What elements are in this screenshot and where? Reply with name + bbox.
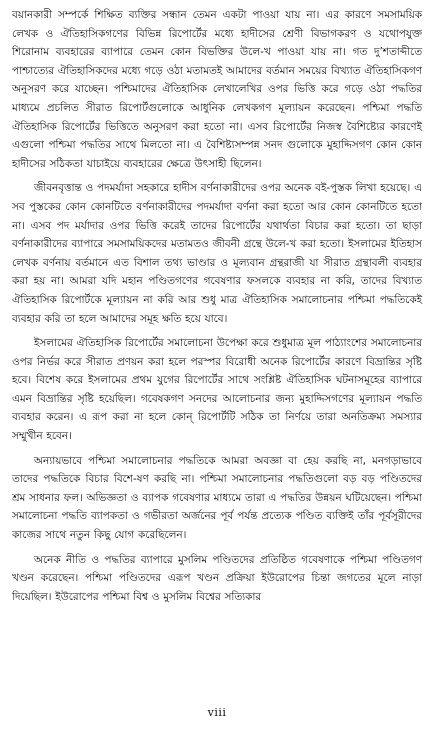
- paragraph-5: অনেক নীতি ও পদ্ধতির ব্যাপারে মুসলিম পণ্ডিতদের প্রতিষ্ঠিত গবেষণাকে পশ্চিমা পণ্ডিতগণ খণ্ডন করেছেন। পশ্চিমা পণ্ডিতদের এরূপ খণ্ডন প্রক্রিয়া ইউরোপের চিন্তা জগতের মূলে নাড়া দিয়েছিল। ইউরোপের পশ্চিমা বিশ্ব ও মুসলিম বিশ্বের সত্যিকার: [12, 553, 422, 603]
- paragraph-1: বয়ানকারী সম্পর্কে শিক্ষিত ব্যক্তির সন্ধান তেমন একটা পাওয়া যায় না। এর কারণে সমসাময়িক লেখক ও ঐতিহাসিকগণের বিভিন্ন রিপোর্টের মধ্যে হাদীসের শ্রেণী বিভাগকরণ ও যথোপযুক্ত শিরোনাম ব্যবহারের ব্যাপারে তেমন কোন বিভক্তির উলে-খ পাওয়া যায় না। গত দু’শতাব্দীতে পাশ্চাত্যের ঐতিহাসিকদের মধ্যে গড়ে ওঠা মতামতই আমাদের বর্তমান সময়ের বিখ্যাত ঐতিহাসিকগণ অনুসরণ করে যাচ্ছেন। পশ্চিমাদের ঐতিহাসিক লেখালেখির ওপর ভিত্তি করে গড়ে ওঠা পদ্ধতির মাধ্যমে প্রচলিত সীরাত রিপোর্টগুলোকে আধুনিক লেখকগণ মূল্যায়ন করেছেন। পশ্চিমা পদ্ধতি ঐতিহাসিক রিপোর্টের ভিত্তিতে অনুসরণ করা হতো না। এসব রিপোর্টের নিজস্ব বৈশিষ্ট্যের কারণেই এগুলো পশ্চিমা পদ্ধতির সাথে মিলতো না। এ বৈশিষ্ট্যসম্পন্ন সনদ গুলোকে মুহাদ্দিসগণ কোন কোন হাদীসের সঠিকতা যাচাইয়ে ব্যবহারের ক্ষেত্রে উৎসাহী ছিলেন।: [12, 9, 422, 170]
- paragraph-2: জীবনবৃত্তান্ত ও পদমর্যাদা সহকারে হাদীস বর্ণনাকারীদের ওপর অনেক বই-পুস্তক লিখা হয়েছে। এ সব পুস্তকের কোন কোনটিতে বর্ণনাকারীদের পদমর্যাদা বর্ণনা করা হতো আর কোন কোনটিতে হতো না। এসব পদ মর্যাদার ওপর ভিত্তি করেই তাদের রিপোর্টের যথার্থতা বিচার করা হতো। তা ছাড়া বর্ণনাকারীদের ব্যাপারে সমসাময়িকদের মতামতও জীবনী গ্রন্থে উলে-খ করা হতো। ইসলামের ইতিহাস লেখক বর্ণনায় বর্তমানে এত বিশাল তথ্য ভাণ্ডার ও মূল্যবান গ্রন্থরাজী যা সীরাত গ্রন্থাবলী ব্যবহার করা হয় না। আমরা যদি মহান পণ্ডিতগণের গবেষণার ফসলকে ব্যবহার না করি, তাদের বিখ্যাত ঐতিহাসিক রিপোর্টকে মূল্যায়ন না করি আর শুধু মাত্র ঐতিহাসিক সমালোচনার পশ্চিমা পদ্ধতিকেই ব্যবহার করি তা হলে আমাদের সমূহ ক্ষতি হয়ে যাবে।: [12, 182, 422, 325]
- paragraph-3: ইসলামের ঐতিহাসিক রিপোর্টের সমালোচনা উপেক্ষা করে শুধুমাত্র মূল পাঠ্যাংশের সমালোচনার ওপর নির্ভর করে সীরাত প্রণয়ন করা হলে পরস্পর বিরোধী অনেক রিপোর্টের কারণে বিভ্রান্তির সৃষ্টি হবে। বিশেষ করে ইসলামের প্রথম যুগের রিপোর্টের সাথে সংশ্লিষ্ট ঐতিহাসিক ঘটনাসমূহের ব্যাপারে এমন বিভ্রান্তির সৃষ্টি হয়েছিল। গবেষকগণ সনদের আলোচনার জন্য মুহাদ্দিসগণের মূল্যায়ন পদ্ধতি ব্যবহার করেন। এ রূপ করা না হলে কোন্ রিপোর্টটি সঠিক তা নির্ণয়ে তারা অনতিক্রম্য সমস্যার সম্মুখীন হবেন।: [12, 337, 422, 443]
- paragraph-4: অন্যায়ভাবে পশ্চিমা সমালোচনার পদ্ধতিকে আমরা অবজ্ঞা বা হেয় করছি না, মনগড়াভাবে তাদের পদ্ধতিকে বিচার বিশে-ষণ করছি না। পশ্চিমা সমালোচনার পদ্ধতিগুলো বড় বড় পণ্ডিতদের শ্রম সাধনার ফল। অভিজ্ঞতা ও ব্যাপক গবেষণার মাধ্যমে তারা এ পদ্ধতির উন্নয়ন ঘটিয়েছেন। পশ্চিমা সমালোচনা পদ্ধতি ব্যাপকতা ও গভীরতা অর্জনের পূর্ব পর্যন্ত প্রত্যেক পণ্ডিত ব্যক্তিই তাঁর পূর্বসূরীদের কাজের সাথে নতুন কিছু যোগ করেছিলেন।: [12, 454, 422, 542]
- page-number: viii: [207, 706, 227, 719]
